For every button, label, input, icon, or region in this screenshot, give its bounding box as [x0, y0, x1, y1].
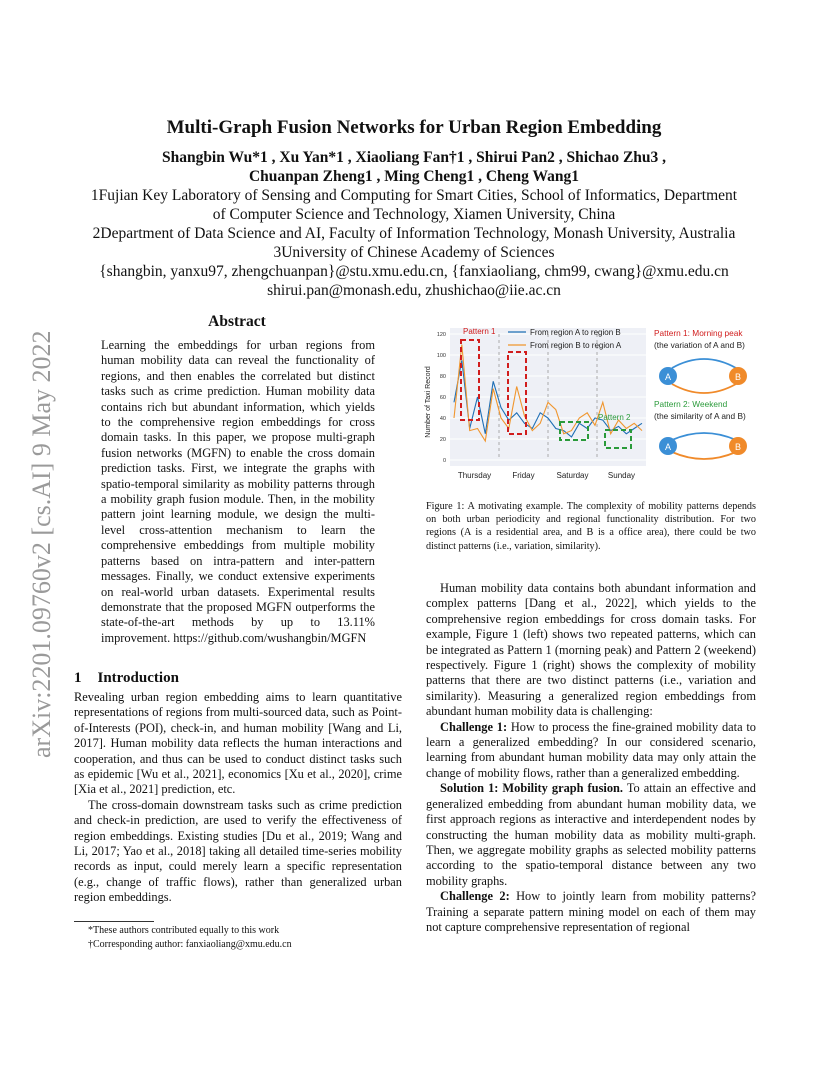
abstract-heading: Abstract [208, 313, 266, 330]
pattern1-box-label: Pattern 1 [463, 327, 496, 336]
legend-label-a-to-b: From region A to region B [530, 328, 621, 337]
x-tick-label-sunday: Sunday [607, 471, 636, 480]
section-title: Introduction [97, 670, 179, 686]
arxiv-id: arXiv:2201.09760v2 [cs.AI] 9 May 2022 [27, 330, 56, 758]
node-b-label-2: B [734, 442, 742, 452]
y-tick-label: 80 [439, 374, 446, 380]
pattern1-arc-top [672, 359, 736, 368]
pattern1-subtitle: (the variation of A and B) [654, 340, 745, 350]
emails-2: shirui.pan@monash.edu, zhushichao@iie.ac.cn [267, 282, 561, 299]
challenge-1: Challenge 1: How to process the fine-grained mobility data to learn a generalized embedding? In our considered scenario, learning from abundant human mobility data may only attain the change of mobility flows, rather than a generalized embedding. [426, 719, 756, 780]
y-tick-label: 40 [439, 416, 446, 422]
y-tick-label: 100 [436, 353, 446, 359]
y-tick-labels [437, 332, 446, 464]
abstract-body: Learning the embeddings for urban regions from human mobility data can reveal the functionality of regions, and then enables the correlated but distinct tasks such as crime prediction. Human mobility data contains rich but abundant information, which yields to the comprehensive region embeddings for cross domain tasks. In this paper, we propose multi-graph fusion networks (MGFN) to enable the cross domain prediction tasks. First, we integrate the graphs with spatio-temporal similarity as mobility patterns through a mobility graph fusion module. Then, in the mobility pattern joint learning module, we design the multi-level cross-attention mechanism to learn the comprehensive embeddings from multiple mobility patterns based on intra-pattern and inter-pattern messages. Finally, we conduct extensive experiments on real-world urban datasets. Experimental results demonstrate that the proposed MGFN outperforms the state-of-the-art methods by up to 13.11% improvement. https://github.com/wushangbin/MGFN [101, 338, 375, 645]
pattern1-arc-bottom [672, 384, 736, 393]
affiliation-1-cont: of Computer Science and Technology, Xiamen University, China [212, 206, 616, 223]
pattern-diagram [654, 328, 747, 459]
pattern2-arc-top [672, 433, 736, 440]
y-axis-label: Number of Taxi Record [425, 366, 432, 438]
x-tick-labels [458, 471, 635, 480]
x-tick-label-saturday: Saturday [556, 471, 589, 480]
node-a-label-2: A [664, 442, 672, 452]
intro-text [74, 690, 402, 906]
right-paragraph-1: Human mobility data contains both abundant information and complex patterns [Dang et al., 2022], which yields to the comprehensive region embeddings for cross domain tasks. For example, Figure 1 (left) shows two repeated patterns, which can be integrated as Pattern 1 (morning peak) and Pattern 2 (weekend) respectively. Figure 1 (right) shows the complexity of mobility patterns that there are two distinct patterns (i.e., variation and similarity). Measuring a generalized region embeddings from abundant human mobility data is challenging: [426, 581, 756, 719]
affiliation-1: 1Fujian Key Laboratory of Sensing and Computing for Smart Cities, School of Informatics, Department [90, 187, 738, 204]
y-tick-label: 0 [442, 458, 446, 464]
pattern2-arc-bottom [672, 452, 736, 459]
node-a-label-1: A [664, 372, 672, 382]
solution-1: Solution 1: Mobility graph fusion. To attain an effective and generalized embedding from abundant human mobility data, we first approach regions as interactive and interdependent nodes by constructing the human mobility data as mobility multi-graph. Then, we aggregate mobility graphs as selected mobility patterns according to the spatio-temporal distance between any two mobility graphs. [426, 781, 756, 888]
authors-line-1: Shangbin Wu*1 , Xu Yan*1 , Xiaoliang Fan†1 , Shirui Pan2 , Shichao Zhu3 , [161, 149, 667, 166]
intro-paragraph-1: Revealing urban region embedding aims to learn quantitative representations of regions from multi-sourced data, such as Point-of-Interests (POI), check-in, and human mobility [Wang and Li, 2017]. Human mobility data reflects the human interactions and cooperation, and thus can be used to conduct distinct tasks such as epidemic [Wu et al., 2021], economics [Xu et al., 2020], crime [Xia et al., 2021] prediction, etc. [74, 690, 402, 797]
emails-1: {shangbin, yanxu97, zhengchuanpan}@stu.xmu.edu.cn, {fanxiaoliang, chm99, cwang}@xmu.edu.cn [99, 263, 729, 280]
challenge-2: Challenge 2: How to jointly learn from mobility patterns? Training a separate pattern mining model on each of them may not capture comprehensive representation of regional [426, 889, 756, 934]
node-b-label-1: B [734, 372, 742, 382]
figure-caption: Figure 1: A motivating example. The complexity of mobility patterns depends on both urban periodicity and regional functionality distribution. For two regions (A is a residential area, and B is a office area), there could be two distinct patterns (i.e., variation, similarity). [426, 501, 756, 552]
footnote-equal: *These authors contributed equally to this work [88, 925, 280, 936]
abstract-text [101, 338, 375, 646]
paper-title: Multi-Graph Fusion Networks for Urban Region Embedding [166, 117, 662, 138]
pattern2-box-label: Pattern 2 [598, 413, 631, 422]
x-tick-label-friday: Friday [512, 471, 535, 480]
pattern2-title: Pattern 2: Weekend [654, 399, 728, 409]
affiliation-3: 3University of Chinese Academy of Sciences [273, 244, 555, 261]
section-number: 1 [74, 670, 82, 686]
y-tick-label: 60 [439, 395, 446, 401]
pattern1-title: Pattern 1: Morning peak [654, 328, 743, 338]
right-column-text [426, 581, 756, 935]
x-tick-label-thursday: Thursday [457, 471, 492, 480]
pattern2-subtitle: (the similarity of A and B) [654, 411, 746, 421]
footnote-rule [74, 921, 154, 922]
intro-paragraph-2: The cross-domain downstream tasks such as crime prediction and check-in prediction, are used to verify the effectiveness of region embeddings. Existing studies [Du et al., 2019; Wang and Li, 2017; Yao et al., 2018] taking all detailed time-series mobility records as input, could merely learn a specific representation (e.g., change of traffic flows), rather than generalized urban region embeddings. [74, 797, 402, 905]
legend-label-b-to-a: From region B to region A [530, 341, 622, 350]
footnote-corresponding: †Corresponding author: fanxiaoliang@xmu.edu.cn [88, 939, 292, 950]
y-tick-label: 120 [436, 332, 446, 338]
y-tick-label: 20 [439, 437, 446, 443]
arxiv-watermark [8, 300, 64, 760]
section-heading [74, 670, 179, 687]
authors-line-2: Chuanpan Zheng1 , Ming Cheng1 , Cheng Wang1 [248, 168, 580, 185]
figure-1 [420, 322, 776, 492]
affiliation-2: 2Department of Data Science and AI, Faculty of Information Technology, Monash University, Australia [92, 225, 736, 242]
